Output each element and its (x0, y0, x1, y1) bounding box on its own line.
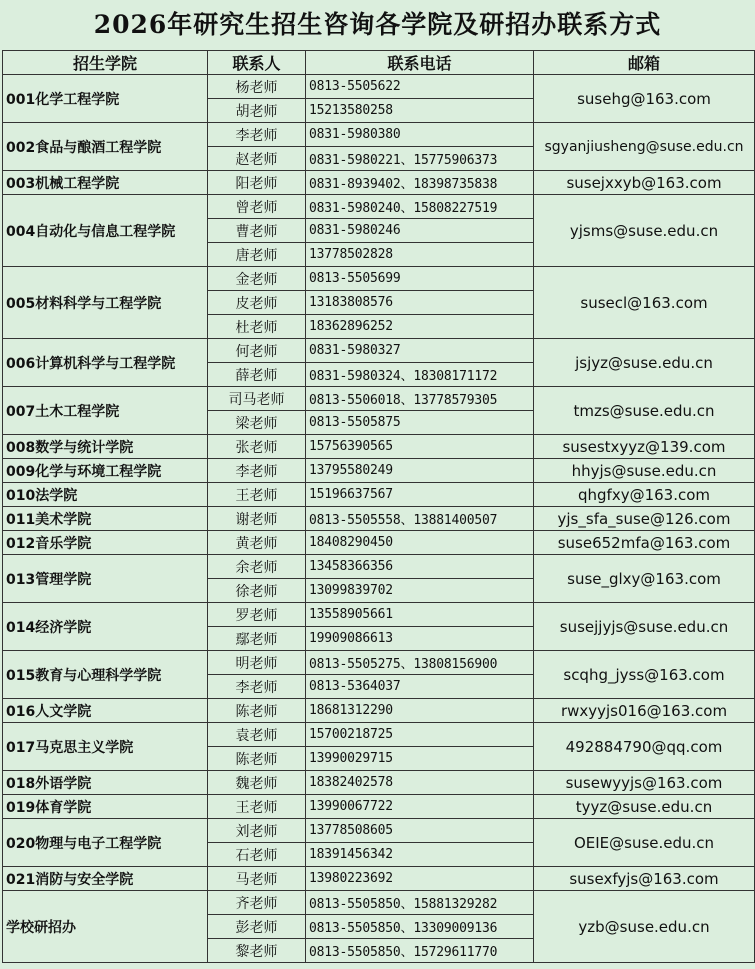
college-email: jsjyz@suse.edu.cn (534, 339, 755, 387)
header-row (3, 51, 755, 75)
college-name: 014经济学院 (3, 603, 208, 651)
table-row (3, 531, 755, 555)
contact-phone: 15196637567 (306, 483, 534, 507)
table-row (3, 771, 755, 795)
college-email: susecl@163.com (534, 267, 755, 339)
contact-person: 唐老师 (208, 243, 306, 267)
contact-phone: 13778502828 (306, 243, 534, 267)
contact-person: 陈老师 (208, 699, 306, 723)
contact-phone: 0831-5980240、15808227519 (306, 195, 534, 219)
college-email: suse652mfa@163.com (534, 531, 755, 555)
contact-person: 阳老师 (208, 171, 306, 195)
contact-phone: 0813-5505850、13309009136 (306, 915, 534, 939)
contact-phone: 18382402578 (306, 771, 534, 795)
table-row (3, 507, 755, 531)
college-name: 021消防与安全学院 (3, 867, 208, 891)
contact-person: 李老师 (208, 123, 306, 147)
contact-person: 黄老师 (208, 531, 306, 555)
contact-person: 李老师 (208, 675, 306, 699)
college-email: scqhg_jyss@163.com (534, 651, 755, 699)
contact-phone: 0831-8939402、18398735838 (306, 171, 534, 195)
contact-phone: 0813-5505558、13881400507 (306, 507, 534, 531)
table-row (3, 387, 755, 411)
contact-phone: 0831-5980327 (306, 339, 534, 363)
college-name: 016人文学院 (3, 699, 208, 723)
college-name: 学校研招办 (3, 891, 208, 963)
contact-person: 王老师 (208, 795, 306, 819)
table-row (3, 267, 755, 291)
college-name: 008数学与统计学院 (3, 435, 208, 459)
table-row (3, 555, 755, 579)
contact-person: 石老师 (208, 843, 306, 867)
contact-phone: 13183808576 (306, 291, 534, 315)
contact-person: 鄢老师 (208, 627, 306, 651)
college-email: susexfyjs@163.com (534, 867, 755, 891)
college-email: susejjyjs@suse.edu.cn (534, 603, 755, 651)
table-row (3, 75, 755, 99)
contact-person: 明老师 (208, 651, 306, 675)
college-name: 001化学工程学院 (3, 75, 208, 123)
contact-phone: 15213580258 (306, 99, 534, 123)
contact-person: 谢老师 (208, 507, 306, 531)
contact-phone: 0831-5980380 (306, 123, 534, 147)
contact-person: 王老师 (208, 483, 306, 507)
contact-phone: 18681312290 (306, 699, 534, 723)
college-name: 011美术学院 (3, 507, 208, 531)
table-row (3, 339, 755, 363)
contact-phone: 19909086613 (306, 627, 534, 651)
contact-person: 黎老师 (208, 939, 306, 963)
contact-person: 曹老师 (208, 219, 306, 243)
contact-phone: 0813-5505850、15729611770 (306, 939, 534, 963)
page-title: 2026年研究生招生咨询各学院及研招办联系方式 (93, 10, 662, 39)
header-email: 邮箱 (534, 51, 755, 75)
contact-phone: 13990029715 (306, 747, 534, 771)
college-email: susehg@163.com (534, 75, 755, 123)
header-college: 招生学院 (3, 51, 208, 75)
contact-table (2, 50, 755, 963)
contact-person: 杨老师 (208, 75, 306, 99)
contact-person: 陈老师 (208, 747, 306, 771)
contact-person: 彭老师 (208, 915, 306, 939)
college-email: sgyanjiusheng@suse.edu.cn (534, 123, 755, 171)
contact-phone: 0831-5980246 (306, 219, 534, 243)
contact-phone: 0831-5980324、18308171172 (306, 363, 534, 387)
college-name: 006计算机科学与工程学院 (3, 339, 208, 387)
table-row (3, 435, 755, 459)
table-row (3, 195, 755, 219)
college-name: 002食品与酿酒工程学院 (3, 123, 208, 171)
table-row (3, 123, 755, 147)
contact-person: 梁老师 (208, 411, 306, 435)
college-email: susejxxyb@163.com (534, 171, 755, 195)
table-row (3, 603, 755, 627)
table-row (3, 891, 755, 915)
college-email: hhyjs@suse.edu.cn (534, 459, 755, 483)
contact-person: 齐老师 (208, 891, 306, 915)
contact-phone: 15756390565 (306, 435, 534, 459)
table-row (3, 723, 755, 747)
contact-person: 薛老师 (208, 363, 306, 387)
college-name: 018外语学院 (3, 771, 208, 795)
contact-phone: 0813-5505699 (306, 267, 534, 291)
college-name: 013管理学院 (3, 555, 208, 603)
contact-person: 胡老师 (208, 99, 306, 123)
college-name: 015教育与心理科学学院 (3, 651, 208, 699)
college-email: 492884790@qq.com (534, 723, 755, 771)
contact-phone: 0813-5505875 (306, 411, 534, 435)
header-phone: 联系电话 (306, 51, 534, 75)
contact-phone: 0831-5980221、15775906373 (306, 147, 534, 171)
contact-phone: 13990067722 (306, 795, 534, 819)
contact-phone: 13099839702 (306, 579, 534, 603)
college-name: 007土木工程学院 (3, 387, 208, 435)
contact-phone: 18362896252 (306, 315, 534, 339)
contact-phone: 0813-5505850、15881329282 (306, 891, 534, 915)
contact-person: 罗老师 (208, 603, 306, 627)
college-name: 010法学院 (3, 483, 208, 507)
college-email: tyyz@suse.edu.cn (534, 795, 755, 819)
college-email: susestxyyz@139.com (534, 435, 755, 459)
college-name: 003机械工程学院 (3, 171, 208, 195)
contact-person: 刘老师 (208, 819, 306, 843)
college-name: 020物理与电子工程学院 (3, 819, 208, 867)
table-row (3, 699, 755, 723)
contact-phone: 0813-5505275、13808156900 (306, 651, 534, 675)
table-row (3, 819, 755, 843)
contact-person: 皮老师 (208, 291, 306, 315)
contact-person: 杜老师 (208, 315, 306, 339)
contact-phone: 13778508605 (306, 819, 534, 843)
contact-phone: 13558905661 (306, 603, 534, 627)
contact-person: 余老师 (208, 555, 306, 579)
college-email: yjsms@suse.edu.cn (534, 195, 755, 267)
college-name: 017马克思主义学院 (3, 723, 208, 771)
table-row (3, 795, 755, 819)
college-name: 005材料科学与工程学院 (3, 267, 208, 339)
college-email: qhgfxy@163.com (534, 483, 755, 507)
table-row (3, 459, 755, 483)
contact-person: 徐老师 (208, 579, 306, 603)
contact-person: 魏老师 (208, 771, 306, 795)
contact-phone: 0813-5506018、13778579305 (306, 387, 534, 411)
contact-phone: 18391456342 (306, 843, 534, 867)
college-email: suse_glxy@163.com (534, 555, 755, 603)
college-name: 004自动化与信息工程学院 (3, 195, 208, 267)
contact-person: 张老师 (208, 435, 306, 459)
table-row (3, 867, 755, 891)
contact-phone: 0813-5364037 (306, 675, 534, 699)
contact-person: 袁老师 (208, 723, 306, 747)
contact-person: 何老师 (208, 339, 306, 363)
contact-phone: 13795580249 (306, 459, 534, 483)
contact-person: 马老师 (208, 867, 306, 891)
contact-person: 赵老师 (208, 147, 306, 171)
table-row (3, 483, 755, 507)
table-row (3, 171, 755, 195)
contact-person: 李老师 (208, 459, 306, 483)
contact-phone: 18408290450 (306, 531, 534, 555)
table-row (3, 651, 755, 675)
college-name: 019体育学院 (3, 795, 208, 819)
college-email: OEIE@suse.edu.cn (534, 819, 755, 867)
contact-person: 司马老师 (208, 387, 306, 411)
contact-phone: 13980223692 (306, 867, 534, 891)
college-email: yzb@suse.edu.cn (534, 891, 755, 963)
contact-phone: 13458366356 (306, 555, 534, 579)
college-name: 009化学与环境工程学院 (3, 459, 208, 483)
contact-person: 金老师 (208, 267, 306, 291)
contact-person: 曾老师 (208, 195, 306, 219)
college-email: rwxyyjs016@163.com (534, 699, 755, 723)
college-name: 012音乐学院 (3, 531, 208, 555)
table-body (3, 75, 755, 963)
contact-phone: 0813-5505622 (306, 75, 534, 99)
college-email: susewyyjs@163.com (534, 771, 755, 795)
contact-phone: 15700218725 (306, 723, 534, 747)
college-email: tmzs@suse.edu.cn (534, 387, 755, 435)
header-contact: 联系人 (208, 51, 306, 75)
college-email: yjs_sfa_suse@126.com (534, 507, 755, 531)
